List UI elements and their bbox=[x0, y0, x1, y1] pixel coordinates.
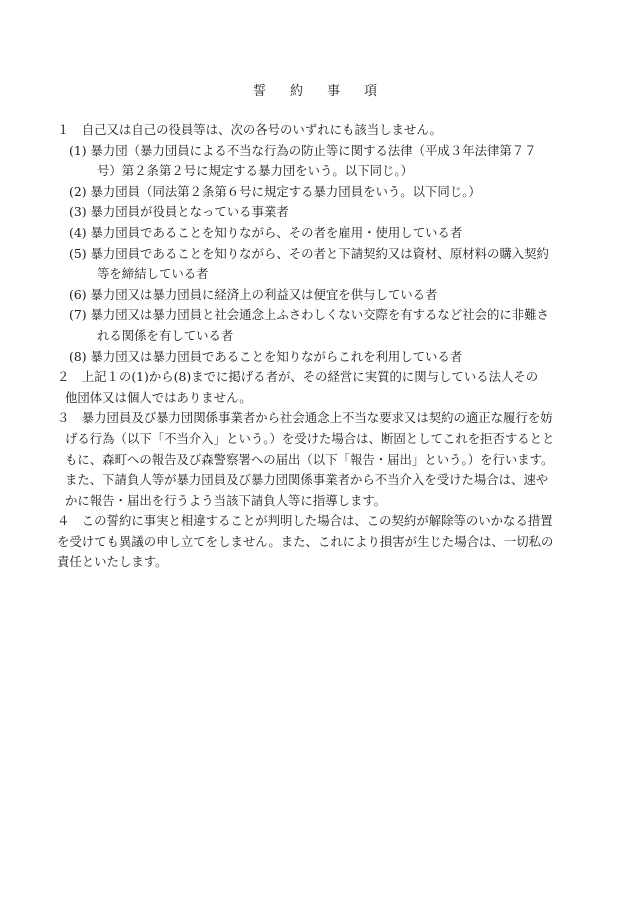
page-title bbox=[0, 80, 630, 99]
document-body bbox=[57, 120, 593, 573]
text-line: れる関係を有している者 bbox=[97, 327, 234, 343]
title-char: 約 bbox=[289, 84, 303, 99]
text-line: ２ 上記１の(1)から(8)までに掲げる者が、その経営に実質的に関与している法人その bbox=[57, 369, 539, 385]
text-line: また、下請負人等が暴力団員及び暴力団関係事業者から不当介入を受けた場合は、速や bbox=[65, 472, 549, 488]
title-char: 事 bbox=[327, 84, 341, 99]
text-line: 等を締結している者 bbox=[97, 266, 209, 282]
text-line: もに、森町への報告及び森警察署への届出（以下「報告・届出」という。）を行います。 bbox=[65, 451, 554, 467]
title-char: 誓 bbox=[252, 84, 266, 99]
text-line: (4) 暴力団員であることを知りながら、その者を雇用・使用している者 bbox=[69, 224, 463, 240]
text-line: (1) 暴力団（暴力団員による不当な行為の防止等に関する法律（平成３年法律第７７ bbox=[69, 142, 537, 158]
text-line: (2) 暴力団員（同法第２条第６号に規定する暴力団員をいう。以下同じ。） bbox=[69, 183, 481, 199]
title-char: 項 bbox=[364, 84, 378, 99]
text-line: かに報告・届出を行うよう当該下請負人等に指導します。 bbox=[65, 492, 387, 508]
text-line: (6) 暴力団又は暴力団員に経済上の利益又は便宜を供与している者 bbox=[69, 286, 438, 302]
text-line: げる行為（以下「不当介入」という。）を受けた場合は、断固としてこれを拒否するとと bbox=[65, 430, 555, 446]
text-line: (3) 暴力団員が役員となっている事業者 bbox=[69, 204, 289, 220]
text-line: ４ この誓約に事実と相違することが判明した場合は、この契約が解除等のいかなる措置 bbox=[57, 513, 553, 529]
text-line: (8) 暴力団又は暴力団員であることを知りながらこれを利用している者 bbox=[69, 348, 463, 364]
text-line: １ 自己又は自己の役員等は、次の各号のいずれにも該当しません。 bbox=[57, 122, 442, 137]
text-line: ３ 暴力団員及び暴力団関係事業者から社会通念上不当な要求又は契約の適正な履行を妨 bbox=[57, 410, 553, 426]
text-line: 号）第２条第２号に規定する暴力団をいう。以下同じ。） bbox=[97, 163, 413, 179]
text-line: (7) 暴力団又は暴力団員と社会通念上ふさわしくない交際を有するなど社会的に非難さ bbox=[69, 307, 549, 323]
text-line: を受けても異議の申し立てをしません。また、これにより損害が生じた場合は、一切私の bbox=[57, 533, 554, 549]
text-line: (5) 暴力団員であることを知りながら、その者と下請契約又は資材、原材料の購入契約 bbox=[69, 245, 549, 261]
text-line: 他団体又は個人ではありません。 bbox=[65, 389, 252, 405]
text-line: 責任といたします。 bbox=[57, 554, 168, 570]
